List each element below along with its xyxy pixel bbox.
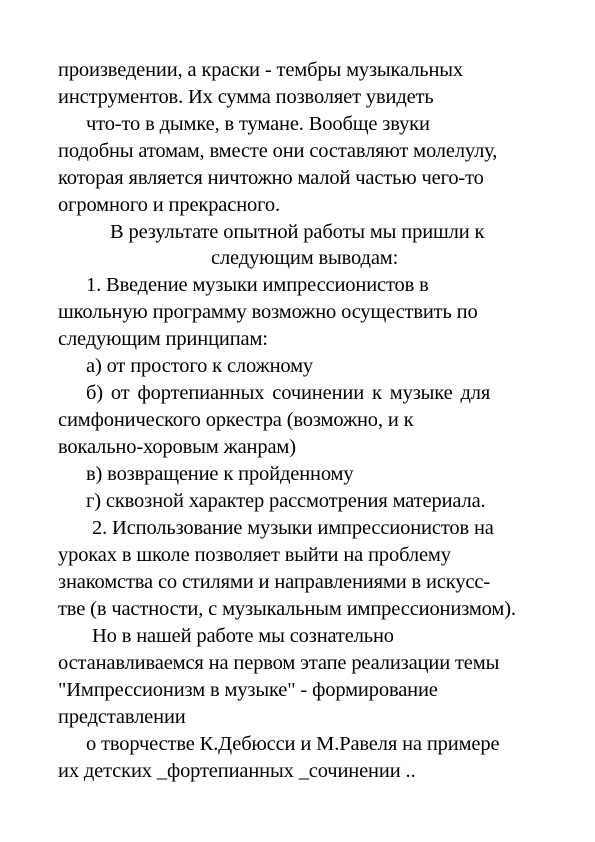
text-line: о творчестве К.Дебюсси и М.Равеля на примере [86, 733, 500, 755]
text-line-centered: следующим выводам: [211, 247, 399, 269]
text-line-centered: В результате опытной работы мы пришли к [110, 221, 485, 243]
text-line: школьную программу возможно осуществить по [58, 301, 478, 323]
list-item: б) от фортепианных сочинении к музыке для [86, 382, 491, 404]
text-line: вокально-хоровым жанрам) [58, 436, 296, 458]
text-line: "Импрессионизм в музыке" - формирование [58, 679, 438, 701]
text-line: Но в нашей работе мы сознательно [92, 625, 394, 647]
text-line: тве (в частности, с музыкальным импрессионизмом). [58, 598, 516, 620]
list-item: 2. Использование музыки импрессионистов на [92, 517, 494, 539]
list-item: г) сквозной характер рассмотрения материала. [86, 490, 486, 512]
text-line: что-то в дымке, в тумане. Вообще звуки [86, 113, 430, 135]
text-line: которая является ничтожно малой частью чего-то [58, 167, 484, 189]
list-item: а) от простого к сложному [86, 355, 314, 377]
text-line: следующим принципам: [58, 328, 268, 350]
text-line: останавливаемся на первом этапе реализации темы [58, 652, 500, 674]
list-item: в) возвращение к пройденному [86, 463, 354, 485]
text-line: знакомства со стилями и направлениями в искусс- [58, 571, 490, 593]
text-line: произведении, а краски - тембры музыкальных [58, 59, 464, 81]
text-line: уроках в школе позволяет выйти на проблему [58, 544, 451, 566]
text-line: их детских _фортепианных _сочинении .. [58, 760, 416, 782]
text-line: симфонического оркестра (возможно, и к [58, 409, 414, 431]
text-line: подобны атомам, вместе они составляют молелулу, [58, 140, 498, 162]
text-line: инструментов. Их сумма позволяет увидеть [58, 86, 434, 108]
list-item: 1. Введение музыки импрессионистов в [86, 274, 429, 296]
text-line: огромного и прекрасного. [58, 194, 280, 216]
text-line: представлении [58, 706, 186, 728]
